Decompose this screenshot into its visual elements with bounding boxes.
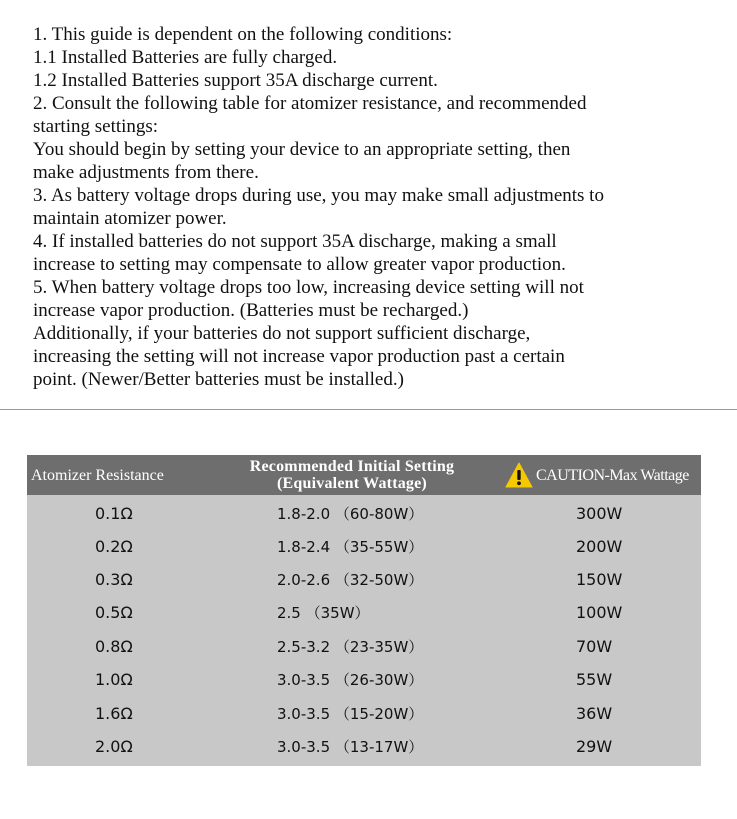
table-row bbox=[27, 530, 701, 563]
cell-max-wattage: 200W bbox=[576, 537, 623, 556]
note-line: 2. Consult the following table for atomizer resistance, and recommended bbox=[33, 93, 587, 114]
table-row bbox=[27, 730, 701, 763]
cell-max-wattage: 300W bbox=[576, 504, 623, 523]
cell-resistance: 2.0Ω bbox=[95, 737, 133, 756]
cell-setting: 3.0-3.5 （13-17W） bbox=[277, 738, 424, 756]
note-line: point. (Newer/Better batteries must be installed.) bbox=[33, 369, 404, 390]
table-row bbox=[27, 663, 701, 696]
cell-resistance: 0.1Ω bbox=[95, 504, 133, 523]
note-line: 1.1 Installed Batteries are fully charged. bbox=[33, 47, 338, 68]
cell-resistance: 0.5Ω bbox=[95, 603, 133, 622]
cell-setting: 2.0-2.6 （32-50W） bbox=[277, 571, 424, 589]
header-caution-label: CAUTION-Max Wattage bbox=[536, 466, 689, 484]
note-line: 3. As battery voltage drops during use, you may make small adjustments to bbox=[33, 185, 604, 206]
note-line: starting settings: bbox=[33, 116, 159, 137]
note-line: You should begin by setting your device to an appropriate setting, then bbox=[33, 139, 571, 160]
cell-setting: 1.8-2.0 （60-80W） bbox=[277, 505, 424, 523]
note-line: 5. When battery voltage drops too low, increasing device setting will not bbox=[33, 277, 584, 298]
table-row bbox=[27, 563, 701, 596]
note-line: 1.2 Installed Batteries support 35A discharge current. bbox=[33, 70, 438, 91]
cell-setting: 3.0-3.5 （26-30W） bbox=[277, 671, 424, 689]
note-line: 4. If installed batteries do not support 35A discharge, making a small bbox=[33, 231, 557, 252]
note-line: make adjustments from there. bbox=[33, 162, 259, 183]
header-setting-line1: Recommended Initial Setting bbox=[249, 458, 455, 475]
note-line: increasing the setting will not increase vapor production past a certain bbox=[33, 346, 565, 367]
cell-setting: 3.0-3.5 （15-20W） bbox=[277, 705, 424, 723]
note-line: increase vapor production. (Batteries must be recharged.) bbox=[33, 300, 469, 321]
table-row bbox=[27, 497, 701, 530]
cell-resistance: 1.0Ω bbox=[95, 670, 133, 689]
cell-setting: 1.8-2.4 （35-55W） bbox=[277, 538, 424, 556]
header-caution bbox=[505, 455, 701, 495]
warning-triangle-icon bbox=[505, 462, 533, 488]
cell-setting: 2.5-3.2 （23-35W） bbox=[277, 638, 424, 656]
header-resistance: Atomizer Resistance bbox=[31, 466, 164, 484]
cell-resistance: 1.6Ω bbox=[95, 704, 133, 723]
table-row bbox=[27, 596, 701, 629]
cell-max-wattage: 150W bbox=[576, 570, 623, 589]
note-line: increase to setting may compensate to allow greater vapor production. bbox=[33, 254, 566, 275]
cell-max-wattage: 55W bbox=[576, 670, 613, 689]
note-line: Additionally, if your batteries do not support sufficient discharge, bbox=[33, 323, 531, 344]
cell-max-wattage: 36W bbox=[576, 704, 613, 723]
note-line: 1. This guide is dependent on the following conditions: bbox=[33, 24, 453, 45]
settings-table bbox=[27, 455, 701, 766]
note-line: maintain atomizer power. bbox=[33, 208, 227, 229]
cell-max-wattage: 29W bbox=[576, 737, 613, 756]
header-setting-line2: (Equivalent Wattage) bbox=[277, 475, 427, 492]
cell-setting: 2.5 （35W） bbox=[277, 604, 370, 622]
cell-resistance: 0.8Ω bbox=[95, 637, 133, 656]
table-header bbox=[27, 455, 701, 495]
table-row bbox=[27, 630, 701, 663]
cell-max-wattage: 70W bbox=[576, 637, 613, 656]
cell-max-wattage: 100W bbox=[576, 603, 623, 622]
cell-resistance: 0.3Ω bbox=[95, 570, 133, 589]
cell-resistance: 0.2Ω bbox=[95, 537, 133, 556]
header-recommended-setting bbox=[227, 455, 477, 495]
table-row bbox=[27, 697, 701, 730]
